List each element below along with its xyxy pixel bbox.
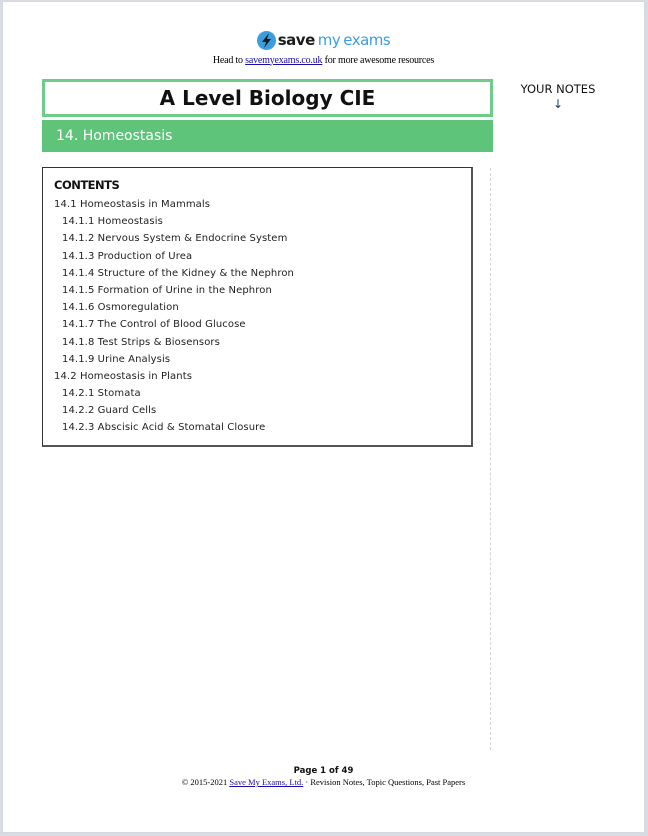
savemyexams-logo (257, 30, 390, 50)
page-footer (3, 766, 644, 787)
toc-section-link[interactable]: 14.2 Homeostasis in Plants (54, 370, 193, 382)
tagline-prefix: Head to (212, 54, 243, 66)
logo-text-my: my (317, 31, 341, 49)
chapter-heading: 14. Homeostasis (42, 120, 493, 152)
toc-subsection-link[interactable]: 14.1.1 Homeostasis (62, 216, 163, 228)
page-header (3, 30, 644, 66)
page-number: Page 1 of 49 (293, 766, 354, 776)
company-link[interactable]: Save My Exams, Ltd. (229, 777, 304, 787)
your-notes-text: YOUR NOTES (520, 82, 596, 96)
table-of-contents (42, 167, 473, 447)
logo-text-exams: exams (343, 31, 391, 49)
toc-subsection-link[interactable]: 14.1.3 Production of Urea (62, 250, 193, 262)
toc-subsection-link[interactable]: 14.1.7 The Control of Blood Glucose (62, 319, 246, 331)
arrow-down-icon: ↓ (552, 97, 564, 111)
your-notes-label (513, 82, 603, 110)
lightning-bolt-icon (257, 31, 276, 50)
toc-subsection-link[interactable]: 14.2.3 Abscisic Acid & Stomatal Closure (62, 422, 266, 434)
toc-subsection-link[interactable]: 14.1.9 Urine Analysis (62, 353, 171, 365)
website-link[interactable]: savemyexams.co.uk (245, 54, 323, 66)
contents-heading: CONTENTS (54, 178, 120, 192)
logo-text-save: save (277, 31, 315, 49)
document-title: A Level Biology CIE (42, 79, 493, 117)
copyright-prefix: © 2015-2021 (181, 777, 228, 787)
toc-subsection-link[interactable]: 14.1.5 Formation of Urine in the Nephron (62, 284, 272, 296)
document-page (3, 2, 644, 832)
toc-subsection-link[interactable]: 14.1.4 Structure of the Kidney & the Nephron (62, 267, 294, 279)
notes-column-divider (490, 168, 491, 750)
copyright-suffix: · Revision Notes, Topic Questions, Past Papers (305, 777, 466, 787)
toc-list (54, 196, 471, 437)
toc-subsection-link[interactable]: 14.1.8 Test Strips & Biosensors (62, 336, 220, 348)
toc-subsection-link[interactable]: 14.1.2 Nervous System & Endocrine System (62, 233, 288, 245)
toc-subsection-link[interactable]: 14.2.2 Guard Cells (62, 405, 157, 417)
toc-section-link[interactable]: 14.1 Homeostasis in Mammals (54, 199, 211, 210)
tagline-suffix: for more awesome resources (324, 54, 435, 66)
toc-subsection-link[interactable]: 14.1.6 Osmoregulation (62, 302, 179, 314)
tagline (3, 55, 644, 66)
copyright-line (3, 777, 644, 787)
toc-subsection-link[interactable]: 14.2.1 Stomata (62, 388, 141, 400)
